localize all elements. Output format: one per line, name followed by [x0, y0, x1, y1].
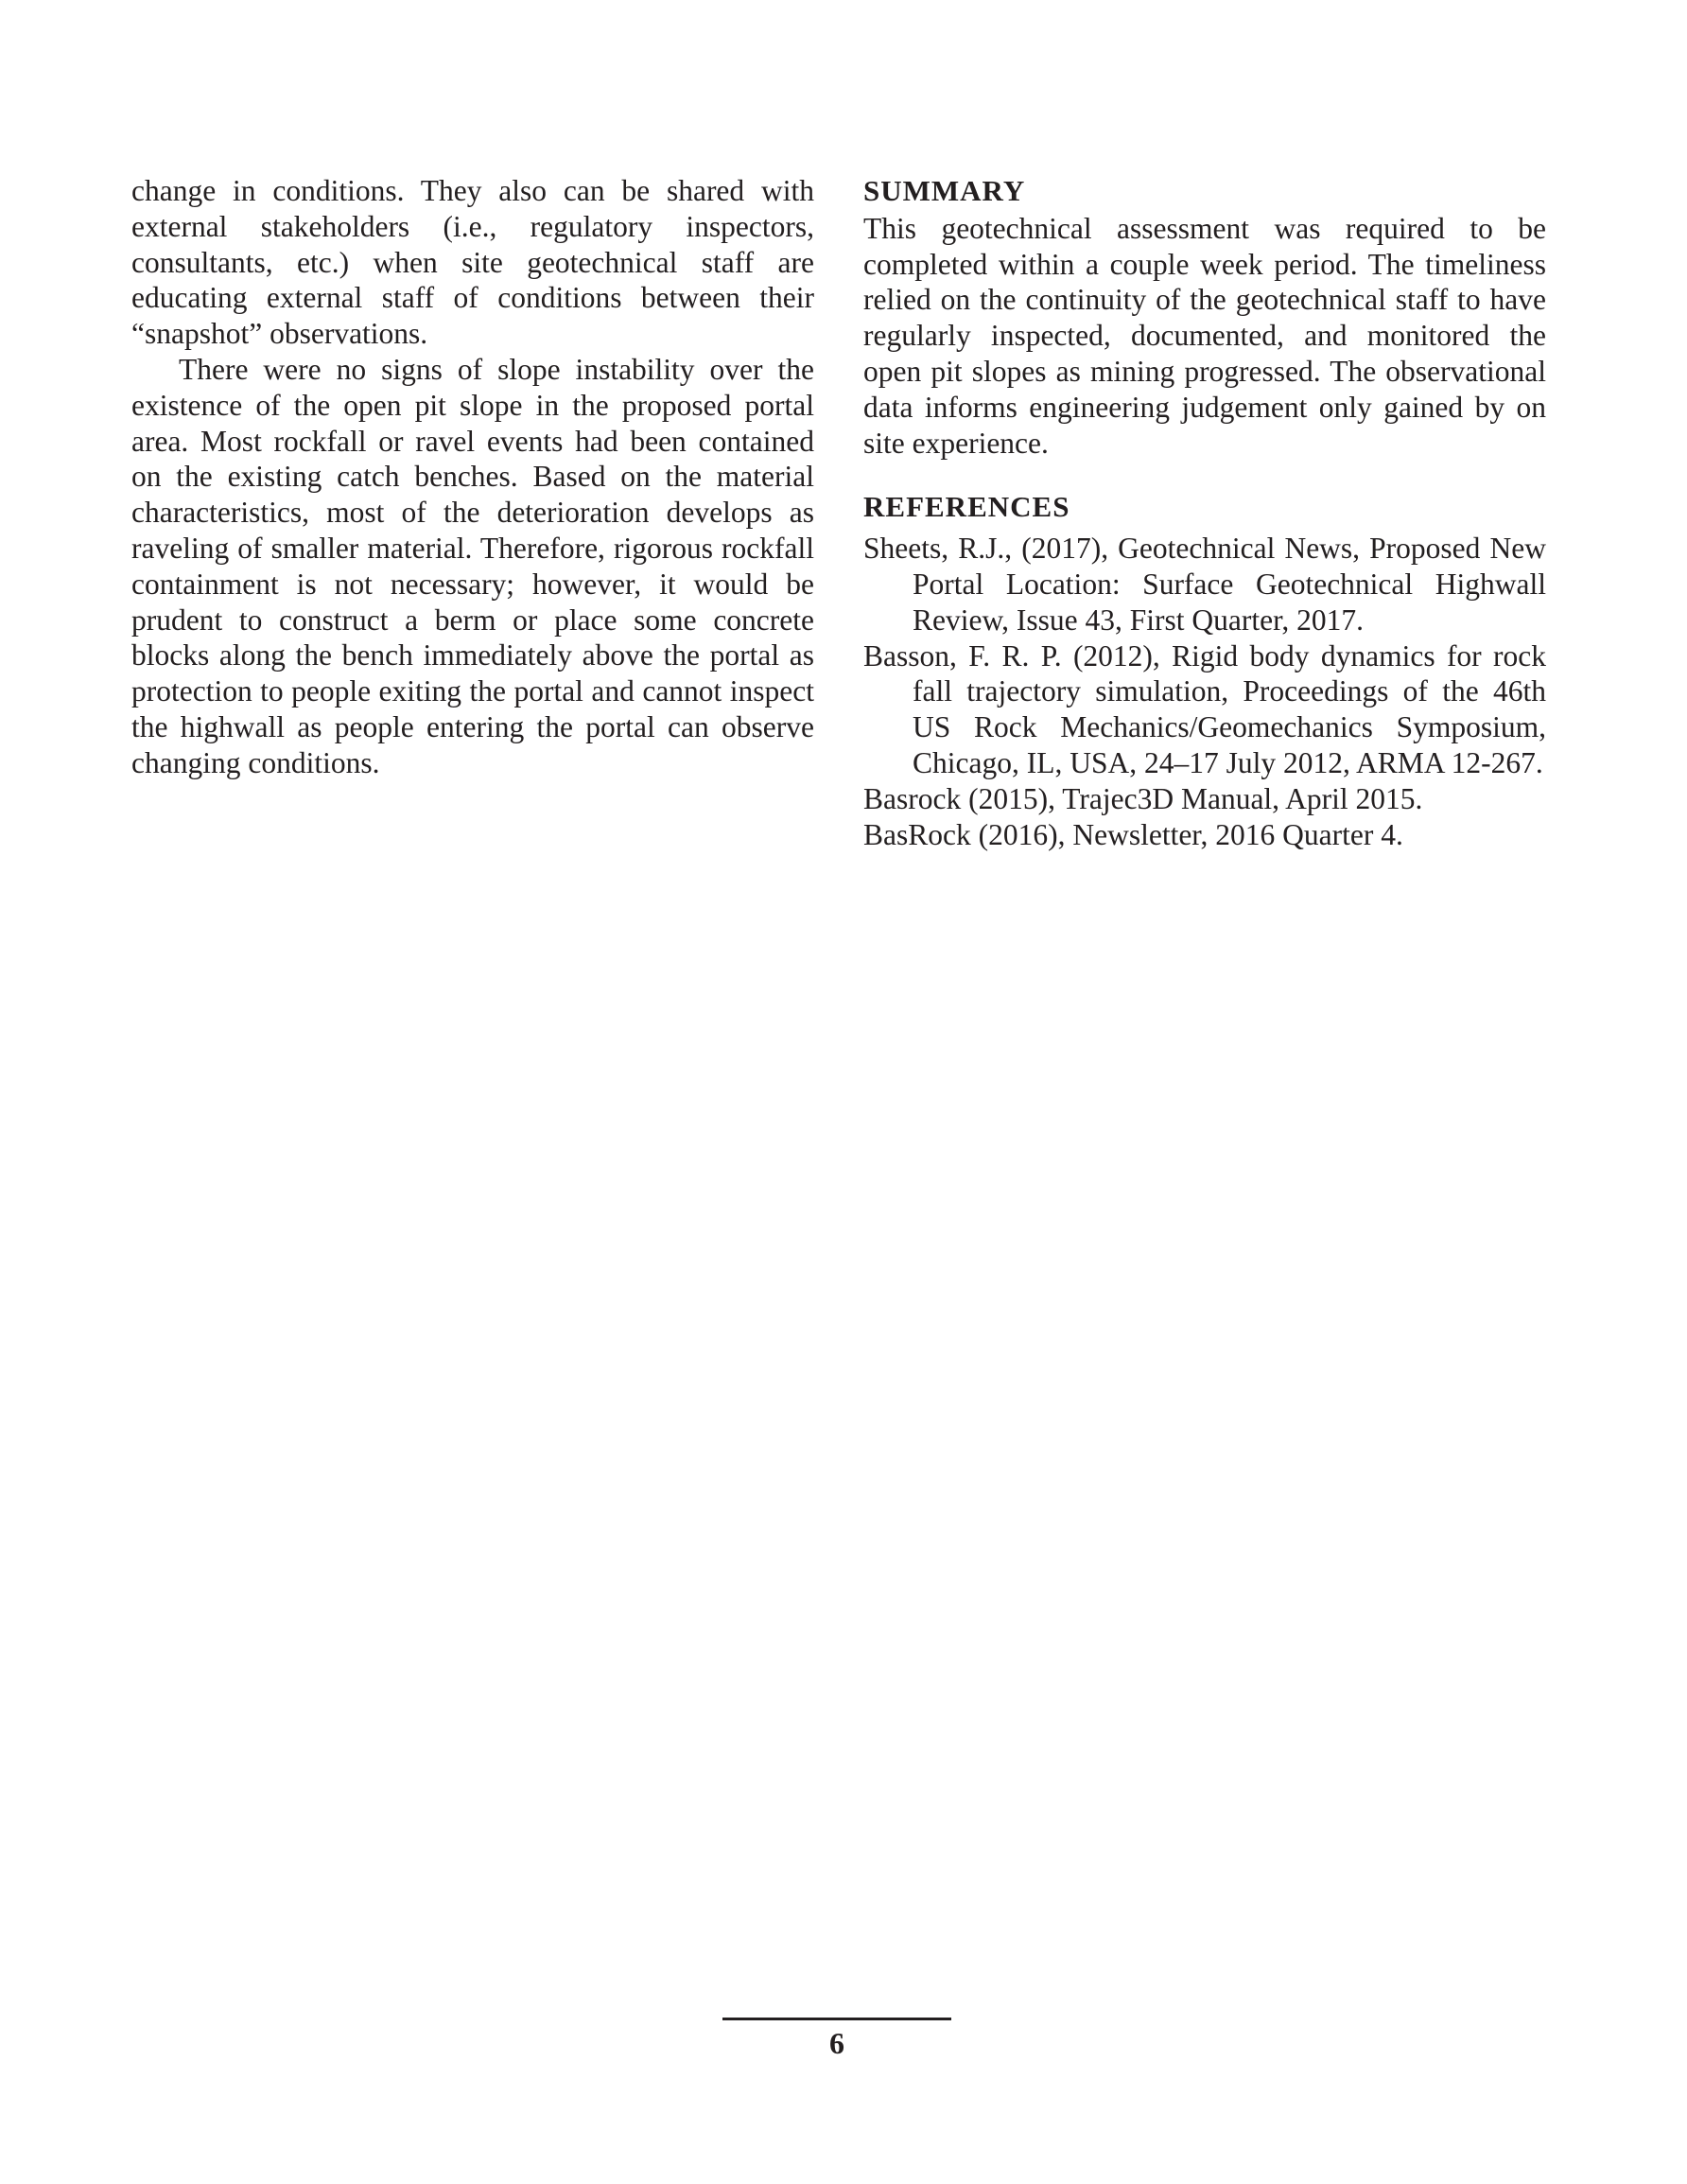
body-paragraph-continuation: change in conditions. They also can be shared with external stakeholders (i.e., regulatory inspectors, consultants, etc.) when site geotechnical staff are educating external staff of conditions between their “snapshot” observations. — [131, 174, 814, 351]
references-list — [863, 531, 1546, 852]
reference-item: Basson, F. R. P. (2012), Rigid body dynamics for rock fall trajectory simulation, Proceedings of the 46th US Rock Mechanics/Geomechanics Symposium, Chicago, IL, USA, 24–17 July 2012, ARMA 12-267. — [863, 638, 1546, 779]
left-column — [131, 173, 814, 781]
reference-item: Basrock (2015), Trajec3D Manual, April 2015. — [863, 781, 1423, 815]
reference-item: BasRock (2016), Newsletter, 2016 Quarter 4. — [863, 817, 1403, 851]
body-paragraph-slope-instability: There were no signs of slope instability over the existence of the open pit slope in the proposed portal area. Most rockfall or ravel events had been contained on the existing catch benches. Based on the material characteristics, most of the deterioration develops as raveling of smaller material. Therefore, rigorous rockfall containment is not necessary; however, it would be prudent to construct a berm or place some concrete blocks along the bench immediately above the portal as protection to people exiting the portal and cannot inspect the highwall as people entering the portal can observe changing conditions. — [131, 352, 814, 779]
reference-item: Sheets, R.J., (2017), Geotechnical News, Proposed New Portal Location: Surface Geotechnical Highwall Review, Issue 43, First Quarter, 2017. — [863, 532, 1546, 637]
summary-paragraph: This geotechnical assessment was required to be completed within a couple week period. The timeliness relied on the continuity of the geotechnical staff to have regularly inspected, documented, and monitored the open pit slopes as mining progressed. The observational data informs engineering judgement only gained by on site experience. — [863, 211, 1546, 460]
page-number: 6 — [829, 2026, 844, 2060]
summary-heading: SUMMARY — [863, 174, 1026, 207]
footer-rule — [722, 2018, 951, 2020]
right-column — [863, 173, 1546, 852]
references-heading: REFERENCES — [863, 490, 1070, 524]
